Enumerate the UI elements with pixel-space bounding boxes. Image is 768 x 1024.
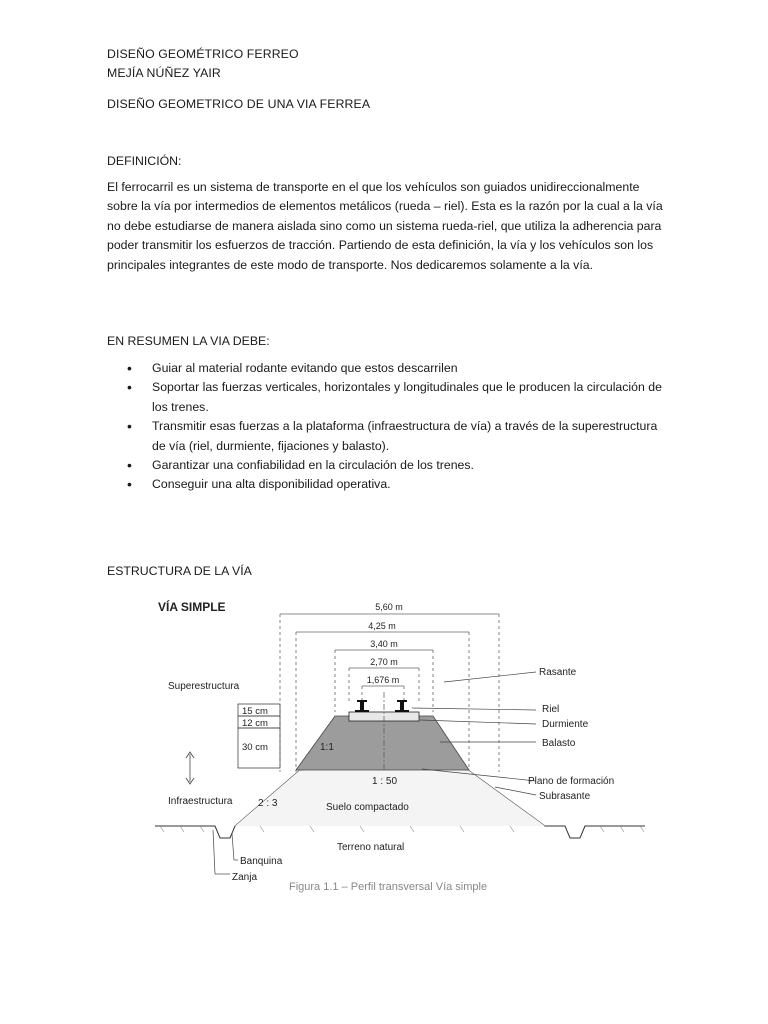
layer-15cm-label: 15 cm (242, 706, 268, 717)
right-rail-shape (395, 700, 409, 712)
slope-1-1-label: 1:1 (320, 742, 334, 753)
bottom-leaders (213, 830, 238, 874)
figure-caption: Figura 1.1 – Perfil transversal Vía simple (289, 881, 488, 893)
list-item-text: Guiar al material rodante evitando que estos descarrilen (152, 361, 458, 375)
label-zanja: Zanja (232, 872, 258, 883)
author-name: MEJÍA NÚÑEZ YAIR (107, 66, 221, 80)
label-riel: Riel (542, 704, 560, 715)
label-subrasante: Subrasante (539, 791, 591, 802)
dim-label-4-25: 4,25 m (368, 621, 396, 631)
bullet-icon: • (127, 476, 132, 493)
bullet-icon: • (127, 360, 132, 376)
infrastructure-label: Infraestructura (168, 796, 233, 807)
label-terreno-natural: Terreno natural (337, 842, 405, 853)
slope-1-50-label: 1 : 50 (372, 776, 398, 787)
label-balasto: Balasto (542, 738, 576, 749)
left-rail-shape (355, 700, 369, 712)
slope-2-3-label: 2 : 3 (258, 798, 278, 809)
label-banquina: Banquina (240, 856, 283, 867)
bullet-icon: • (127, 457, 132, 474)
dim-label-3-40: 3,40 m (370, 639, 398, 649)
list-item (127, 417, 667, 456)
list-item-text: Conseguir una alta disponibilidad operativa. (152, 477, 391, 492)
structure-heading: ESTRUCTURA DE LA VÍA (107, 564, 252, 578)
list-item-text: Garantizar una confiabilidad en la circulación de los trenes. (152, 458, 474, 473)
list-item (127, 378, 667, 417)
dim-label-1-676: 1,676 m (366, 675, 400, 685)
list-item-text: Soportar las fuerzas verticales, horizontales y longitudinales que le producen la circulación de los trenes. (152, 380, 662, 414)
layer-30cm-label: 30 cm (242, 742, 268, 753)
definition-paragraph: El ferrocarril es un sistema de transporte en el que los vehículos son guiados unidireccionalmente sobre la vía por intermedios de elementos metálicos (rueda – riel). Esta es la razón por la cual a la vía no debe estudiarse de manera aislada sino como un sistema rueda-riel, que utiliza la adherencia para poder transmitir los esfuerzos de tracción. Partiendo de esta definición, la vía y los vehículos son los principales integrantes de este modo de transporte. Nos dedicaremos solamente a la vía. (107, 180, 663, 272)
list-item (127, 475, 667, 494)
summary-heading: EN RESUMEN LA VIA DEBE: (107, 334, 270, 348)
dim-label-2-70: 2,70 m (370, 657, 398, 667)
definition-heading: DEFINICIÓN: (107, 154, 182, 168)
summary-list (127, 359, 667, 495)
bullet-icon: • (127, 418, 132, 435)
figure-title: VÍA SIMPLE (158, 600, 226, 614)
layer-12cm-label: 12 cm (242, 718, 268, 729)
bullet-icon: • (127, 379, 132, 396)
track-cross-section-figure (150, 592, 650, 902)
list-item (127, 456, 667, 475)
dim-label-5-60: 5,60 m (375, 602, 403, 612)
label-rasante: Rasante (539, 667, 577, 678)
document-title-line1: DISEÑO GEOMÉTRICO FERREO (107, 47, 299, 61)
label-durmiente: Durmiente (542, 719, 589, 730)
document-subtitle: DISEÑO GEOMETRICO DE UNA VIA FERREA (107, 97, 371, 111)
label-plano-formacion: Plano de formación (528, 776, 615, 787)
list-item-text: Transmitir esas fuerzas a la plataforma (infraestructura de vía) a través de la superestructura de vía (riel, durmiente, fijaciones y balasto). (152, 419, 658, 453)
list-item (127, 359, 667, 378)
label-suelo-compactado: Suelo compactado (326, 802, 409, 813)
superstructure-label: Superestructura (168, 681, 240, 692)
